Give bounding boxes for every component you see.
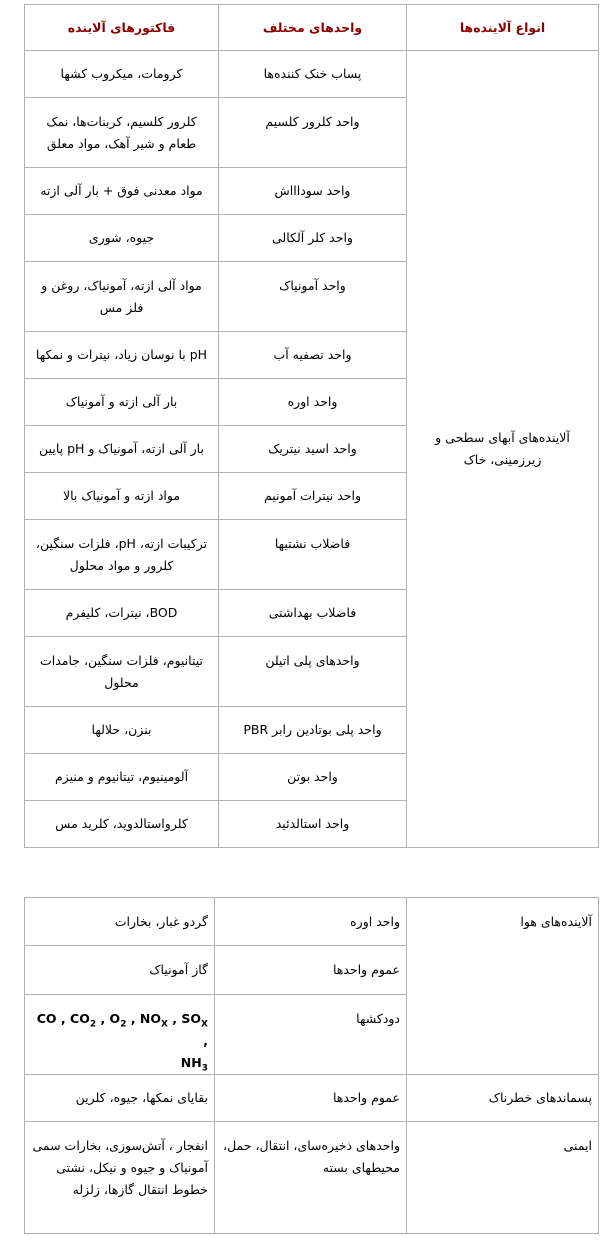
unit-cell: واحد کلرور کلسیم <box>219 98 407 168</box>
factor-cell: گاز آمونیاک <box>24 946 215 995</box>
unit-cell: واحد اوره <box>215 897 407 946</box>
factor-cell: بار آلی ازته و آمونیاک <box>24 379 219 426</box>
unit-cell: دودکشها <box>215 995 407 1075</box>
category-water-soil: آلاینده‌های آبهای سطحی و زیرزمینی، خاک <box>407 51 599 848</box>
factor-cell: بار آلی ازته، آمونیاک و pH پایین <box>24 426 219 473</box>
category-air: آلاینده‌های هوا <box>407 897 599 1075</box>
factor-cell: گردو غبار، بخارات <box>24 897 215 946</box>
unit-cell: واحدهای پلی اتیلن <box>219 637 407 707</box>
unit-cell: واحد سوداااش <box>219 168 407 215</box>
unit-cell: واحد استالدئید <box>219 801 407 848</box>
header-pollutant-types: انواع آلاینده‌ها <box>407 4 599 51</box>
factor-cell: کلرواستالدوید، کلرید مس <box>24 801 219 848</box>
gas-list: CO , $CO_2$ , $O_2$ , $NO_X$ , $SO_X$ , $NH_3$ <box>24 995 215 1075</box>
unit-cell: واحد تصفیه آب <box>219 332 407 379</box>
factor-cell: pH با نوسان زیاد، نیترات و نمکها <box>24 332 219 379</box>
pollutants-air-safety-table <box>24 897 599 1234</box>
unit-cell: واحد اسید نیتریک <box>219 426 407 473</box>
factor-cell: بنزن، حلالها <box>24 707 219 754</box>
unit-cell: واحد نیترات آمونیم <box>219 473 407 520</box>
factor-cell: BOD، نیترات، کلیفرم <box>24 590 219 637</box>
unit-cell: عموم واحدها <box>215 1075 407 1122</box>
header-units: واحدهای مختلف <box>219 4 407 51</box>
factor-cell: مواد معدنی فوق + بار آلی ازته <box>24 168 219 215</box>
unit-cell: واحد آمونیاک <box>219 262 407 332</box>
factor-cell: ترکیبات ازته، pH، فلزات سنگین، کلرور و مواد محلول <box>24 520 219 590</box>
unit-cell: واحدهای ذخیره‌سای، انتقال، حمل، محیطهای بسته <box>215 1122 407 1234</box>
unit-cell: فاضلاب بهداشتی <box>219 590 407 637</box>
unit-cell: فاضلاب نشتیها <box>219 520 407 590</box>
header-factors: فاکتورهای آلاینده <box>24 4 219 51</box>
factor-cell: مواد ازته و آمونیاک بالا <box>24 473 219 520</box>
pollutants-water-table <box>24 4 599 848</box>
category-safety: ایمنی <box>407 1122 599 1234</box>
unit-cell: واحد کلر آلکالی <box>219 215 407 262</box>
factor-cell: جیوه، شوری <box>24 215 219 262</box>
unit-cell: واحد پلی بوتادین رابر PBR <box>219 707 407 754</box>
factor-cell: آلومینیوم، تیتانیوم و منیزم <box>24 754 219 801</box>
factor-cell: تیتانیوم، فلزات سنگین، جامدات محلول <box>24 637 219 707</box>
unit-cell: پساب خنک کننده‌ها <box>219 51 407 98</box>
unit-cell: واحد اوره <box>219 379 407 426</box>
unit-cell: عموم واحدها <box>215 946 407 995</box>
factor-cell: بقایای نمکها، جیوه، کلرین <box>24 1075 215 1122</box>
category-hazardous-waste: پسماندهای خطرناک <box>407 1075 599 1122</box>
factor-cell: مواد آلی ازته، آمونیاک، روغن و فلز مس <box>24 262 219 332</box>
factor-cell: انفجار ، آتش‌سوزی، بخارات سمی آمونیاک و جیوه و نیکل، نشتی خطوط انتقال گازها، زلزله <box>24 1122 215 1234</box>
factor-cell: کرومات، میکروب کشها <box>24 51 219 98</box>
factor-cell: کلرور کلسیم، کربنات‌ها، نمک طعام و شیر آهک، مواد معلق <box>24 98 219 168</box>
unit-cell: واحد بوتن <box>219 754 407 801</box>
